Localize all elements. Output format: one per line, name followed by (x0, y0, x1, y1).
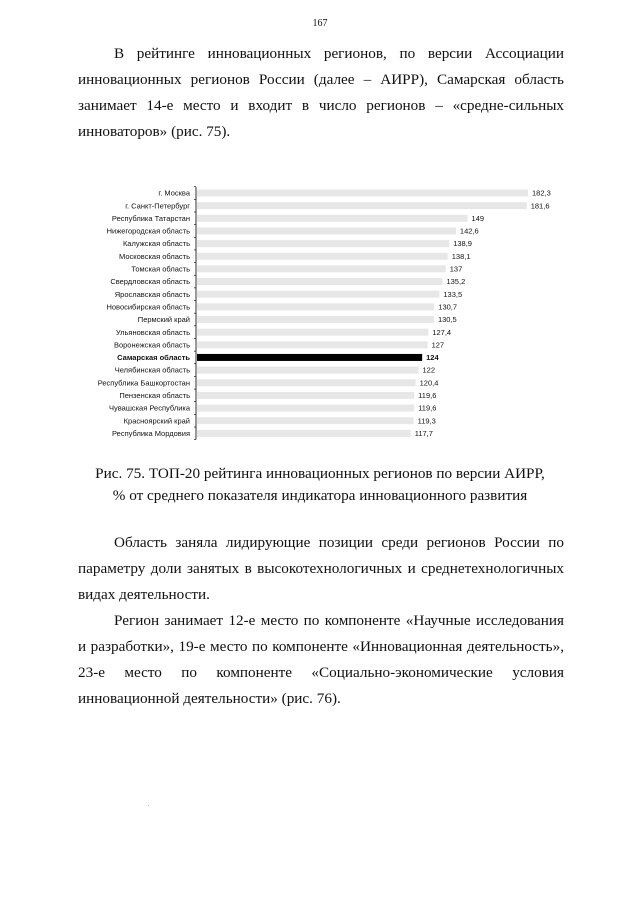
scan-speck (148, 805, 149, 806)
bar-16 (197, 379, 416, 386)
paragraph-1-text: В рейтинге инновационных регионов, по версии Ассоциации инновационных регионов России (далее – АИРР), Самарская область занимает 14-е место и входит в число регионов – «средне-сильных инноваторов» (рис. 75). (78, 45, 564, 140)
category-label: Новосибирская область (106, 302, 190, 312)
bar-17 (197, 392, 414, 399)
value-label: 149 (471, 213, 485, 223)
caption-line-2: % от среднего показателя индикатора инновационного развития (112, 487, 528, 504)
value-label: 124 (426, 353, 439, 363)
category-label: Республика Мордовия (112, 428, 190, 438)
category-label: Чувашская Республика (109, 403, 190, 413)
bar-18 (197, 405, 414, 412)
bar-8 (197, 278, 442, 285)
bar-14 (197, 354, 422, 361)
value-label: 117,7 (414, 428, 433, 438)
value-label: 119,3 (417, 416, 436, 426)
bar-2 (197, 202, 527, 209)
category-label: Калужская область (122, 239, 190, 249)
paragraph-1 (78, 41, 564, 145)
category-label: Ярославская область (114, 289, 190, 299)
bar-6 (197, 253, 448, 260)
bar-chart-svg (0, 185, 640, 450)
caption-line-1: Рис. 75. ТОП-20 рейтинга инновационных регионов по версии АИРР, (95, 465, 545, 482)
value-label: 127 (431, 340, 445, 350)
bar-15 (197, 367, 419, 374)
category-label: Томская область (131, 264, 190, 274)
category-label: Пермский край (137, 315, 190, 325)
value-label: 142,6 (459, 226, 479, 236)
paragraph-3-text: Регион занимает 12-е место по компоненте «Научные исследования и разработки», 19-е место по компоненте «Инновационная деятельность», 23-е место по компоненте «Социально-экономические условия инновационной деятельности» (рис. 76). (78, 612, 564, 707)
category-label: Самарская область (117, 353, 190, 363)
category-label: Свердловская область (110, 277, 190, 287)
category-label: Ульяновская область (115, 327, 190, 337)
value-label: 181,6 (530, 201, 550, 211)
category-label: Республика Башкортостан (97, 378, 190, 388)
category-label: Красноярский край (123, 416, 190, 426)
value-label: 135,2 (446, 277, 466, 287)
value-label: 122 (422, 365, 436, 375)
value-label: 120,4 (419, 378, 439, 388)
value-label: 138,1 (451, 251, 471, 261)
bar-10 (197, 303, 434, 310)
bar-11 (197, 316, 434, 323)
category-label: Воронежская область (113, 340, 190, 350)
category-label: Московская область (119, 251, 190, 261)
bar-3 (197, 215, 468, 222)
category-label: г. Москва (158, 188, 190, 198)
paragraph-2 (78, 530, 564, 608)
category-label: Республика Татарстан (111, 213, 190, 223)
figure-caption (0, 463, 640, 507)
value-label: 182,3 (532, 188, 551, 198)
bar-4 (197, 227, 456, 234)
category-label: Нижегородская область (106, 226, 190, 236)
bar-5 (197, 240, 449, 247)
value-label: 127,4 (432, 327, 452, 337)
paragraph-2-text: Область заняла лидирующие позиции среди регионов России по параметру доли занятых в высокотехнологичных и среднетехнологичных видах деятельности. (78, 534, 564, 603)
value-label: 130,7 (438, 302, 458, 312)
paragraph-3 (78, 608, 564, 712)
bar-9 (197, 291, 439, 298)
page-number: 167 (312, 18, 328, 29)
bar-20 (197, 430, 411, 437)
value-label: 119,6 (418, 403, 437, 413)
category-label: Челябинская область (114, 365, 190, 375)
value-label: 137 (449, 264, 463, 274)
value-label: 133,5 (443, 289, 463, 299)
bar-1 (197, 190, 528, 197)
category-label: Пензенская область (119, 391, 190, 400)
bar-19 (197, 417, 414, 424)
category-label: г. Санкт-Петербург (125, 201, 190, 211)
bar-13 (197, 341, 428, 348)
bar-chart (0, 185, 640, 450)
bar-12 (197, 329, 428, 336)
value-label: 119,6 (418, 391, 437, 400)
value-label: 138,9 (453, 239, 472, 249)
value-label: 130,5 (437, 315, 457, 325)
bar-7 (197, 265, 446, 272)
